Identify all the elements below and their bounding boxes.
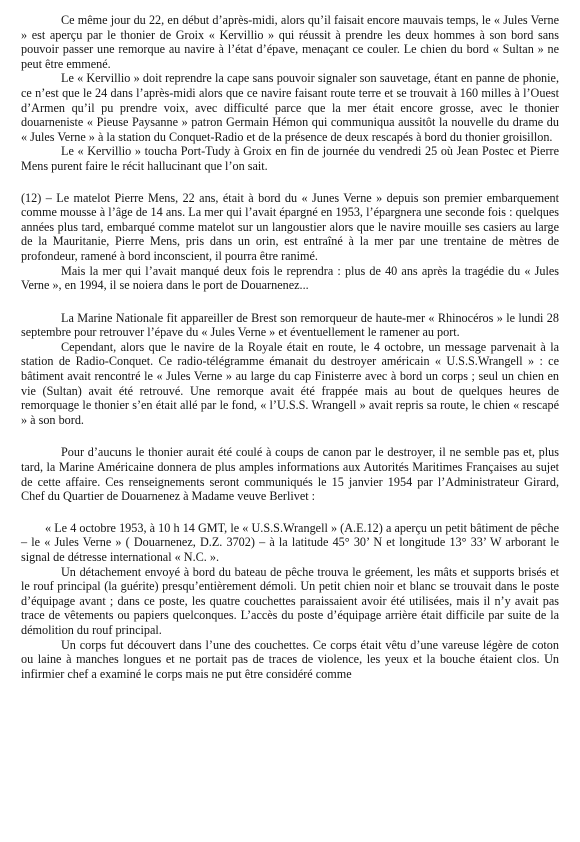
footnote-12-pierre-mens: (12) – Le matelot Pierre Mens, 22 ans, était à bord du « Junes Verne » depuis son premier embarquement comme mousse à l’âge de 14 ans. La mer qui l’avait épargné en 1953, l’épargnera une seconde fois : quelques années plus tard, embarqué comme matelot sur un langoustier alors que le navire mouille ses casiers au large de la Mauritanie, Pierre Mens, pris dans un orin, est entraîné à la mer par une trentaine de mètres de profondeur, ramené à bord inconscient, il pourra être ranimé. — [21, 190, 559, 263]
paragraph-detachment: Un détachement envoyé à bord du bateau de pêche trouva le gréement, les mâts et supports brisés et le rouf principal (la guérite) presqu’entièrement démoli. Un petit chien noir et blanc se trouvait dans le poste d’équipage avant ; dans ce poste, les quatre couchettes paraissaient avoir été utilisées, mais il n’y avait pas trace de vêtements ou papiers quelconques. L’accès du poste d’équipage arrière était difficile par suite de la démolition du rouf principal. — [21, 564, 559, 637]
paragraph-kervillio-cape: Le « Kervillio » doit reprendre la cape sans pouvoir signaler son sauvetage, étant en panne de phonie, ce n’est que le 24 dans l’après-midi alors que ce navire faisant route terre et se trouvait à 160 milles à l’Ouest d’Armen qu’il pu prendre voix, avec difficulté parce que la mer était encore grosse, avec le thonier douarneniste « Pieuse Paysanne » patron Germain Hémon qui communiqua aussitôt la nouvelle du drame du « Jules Verne » à la station du Conquet-Radio et de la présence de deux rescapés à bord du thonier groisillon. — [21, 71, 559, 144]
paragraph-port-tudy: Le « Kervillio » toucha Port-Tudy à Groix en fin de journée du vendredi 25 où Jean Postec et Pierre Mens purent faire le récit hallucinant que l’on sait. — [21, 144, 559, 173]
paragraph-rescue: Ce même jour du 22, en début d’après-midi, alors qu’il faisait encore mauvais temps, le « Jules Verne » est aperçu par le thonier de Groix « Kervillio » qui réussit à prendre les deux hommes à son bord sans pouvoir passer une remorque au navire à l’état d’épave, menaçant ce couler. Le chien du bord « Sultan » ne peut être emmené. — [21, 13, 559, 71]
paragraph-pierre-mens-fate: Mais la mer qui l’avait manqué deux fois le reprendra : plus de 40 ans après la tragédie du « Jules Verne », en 1994, il se noiera dans le port de Douarnenez... — [21, 263, 559, 293]
paragraph-american-navy: Pour d’aucuns le thonier aurait été coulé à coups de canon par le destroyer, il ne semble pas et, plus tard, la Marine Américaine donnera de plus amples informations aux Autorités Maritimes Françaises au sujet de cette affaire. Ces renseignements seront communiqués le 15 janvier 1954 par l’Administrateur Girard, Chef du Quartier de Douarnenez à Madame veuve Berlivet : — [21, 445, 559, 504]
paragraph-rhinoceros: La Marine Nationale fit appareiller de Brest son remorqueur de haute-mer « Rhinocéros » le lundi 28 septembre pour retrouver l’épave du « Jules Verne » et éventuellement le ramener au port. — [21, 310, 559, 340]
paragraph-wrangell-message: Cependant, alors que le navire de la Royale était en route, le 4 octobre, un message parvenait à la station de Radio-Conquet. Ce radio-télégramme émanait du destroyer américain « U.S.S.Wrangell » : ce bâtiment avait rencontré le « Jules Verne » au large du cap Finisterre avec à bord un corps ; seul un chien en vie (Sultan) avait été retrouvé. Une remorque avait été frappée mais au bout de quelques heures de remorquage le thonier s’en était allé par le fond, « l’U.S.S. Wrangell » avait repris sa route, le chien « rescapé » à son bord. — [21, 339, 559, 427]
paragraph-report-quote: « Le 4 octobre 1953, à 10 h 14 GMT, le « U.S.S.Wrangell » (A.E.12) a aperçu un petit bâtiment de pêche – le « Jules Verne » ( Douarnenez, D.Z. 3702) – à la latitude 45° 30’ N et longitude 13° 33’ W arborant le signal de détresse international « N.C. ». — [21, 520, 559, 564]
paragraph-body-found: Un corps fut découvert dans l’une des couchettes. Ce corps était vêtu d’une vareuse légère de coton ou laine à manches longues et ne portait pas de traces de violence, les yeux et la bouche étaient clos. Un infirmier chef a examiné le corps mais ne put être considéré comme — [21, 637, 559, 681]
